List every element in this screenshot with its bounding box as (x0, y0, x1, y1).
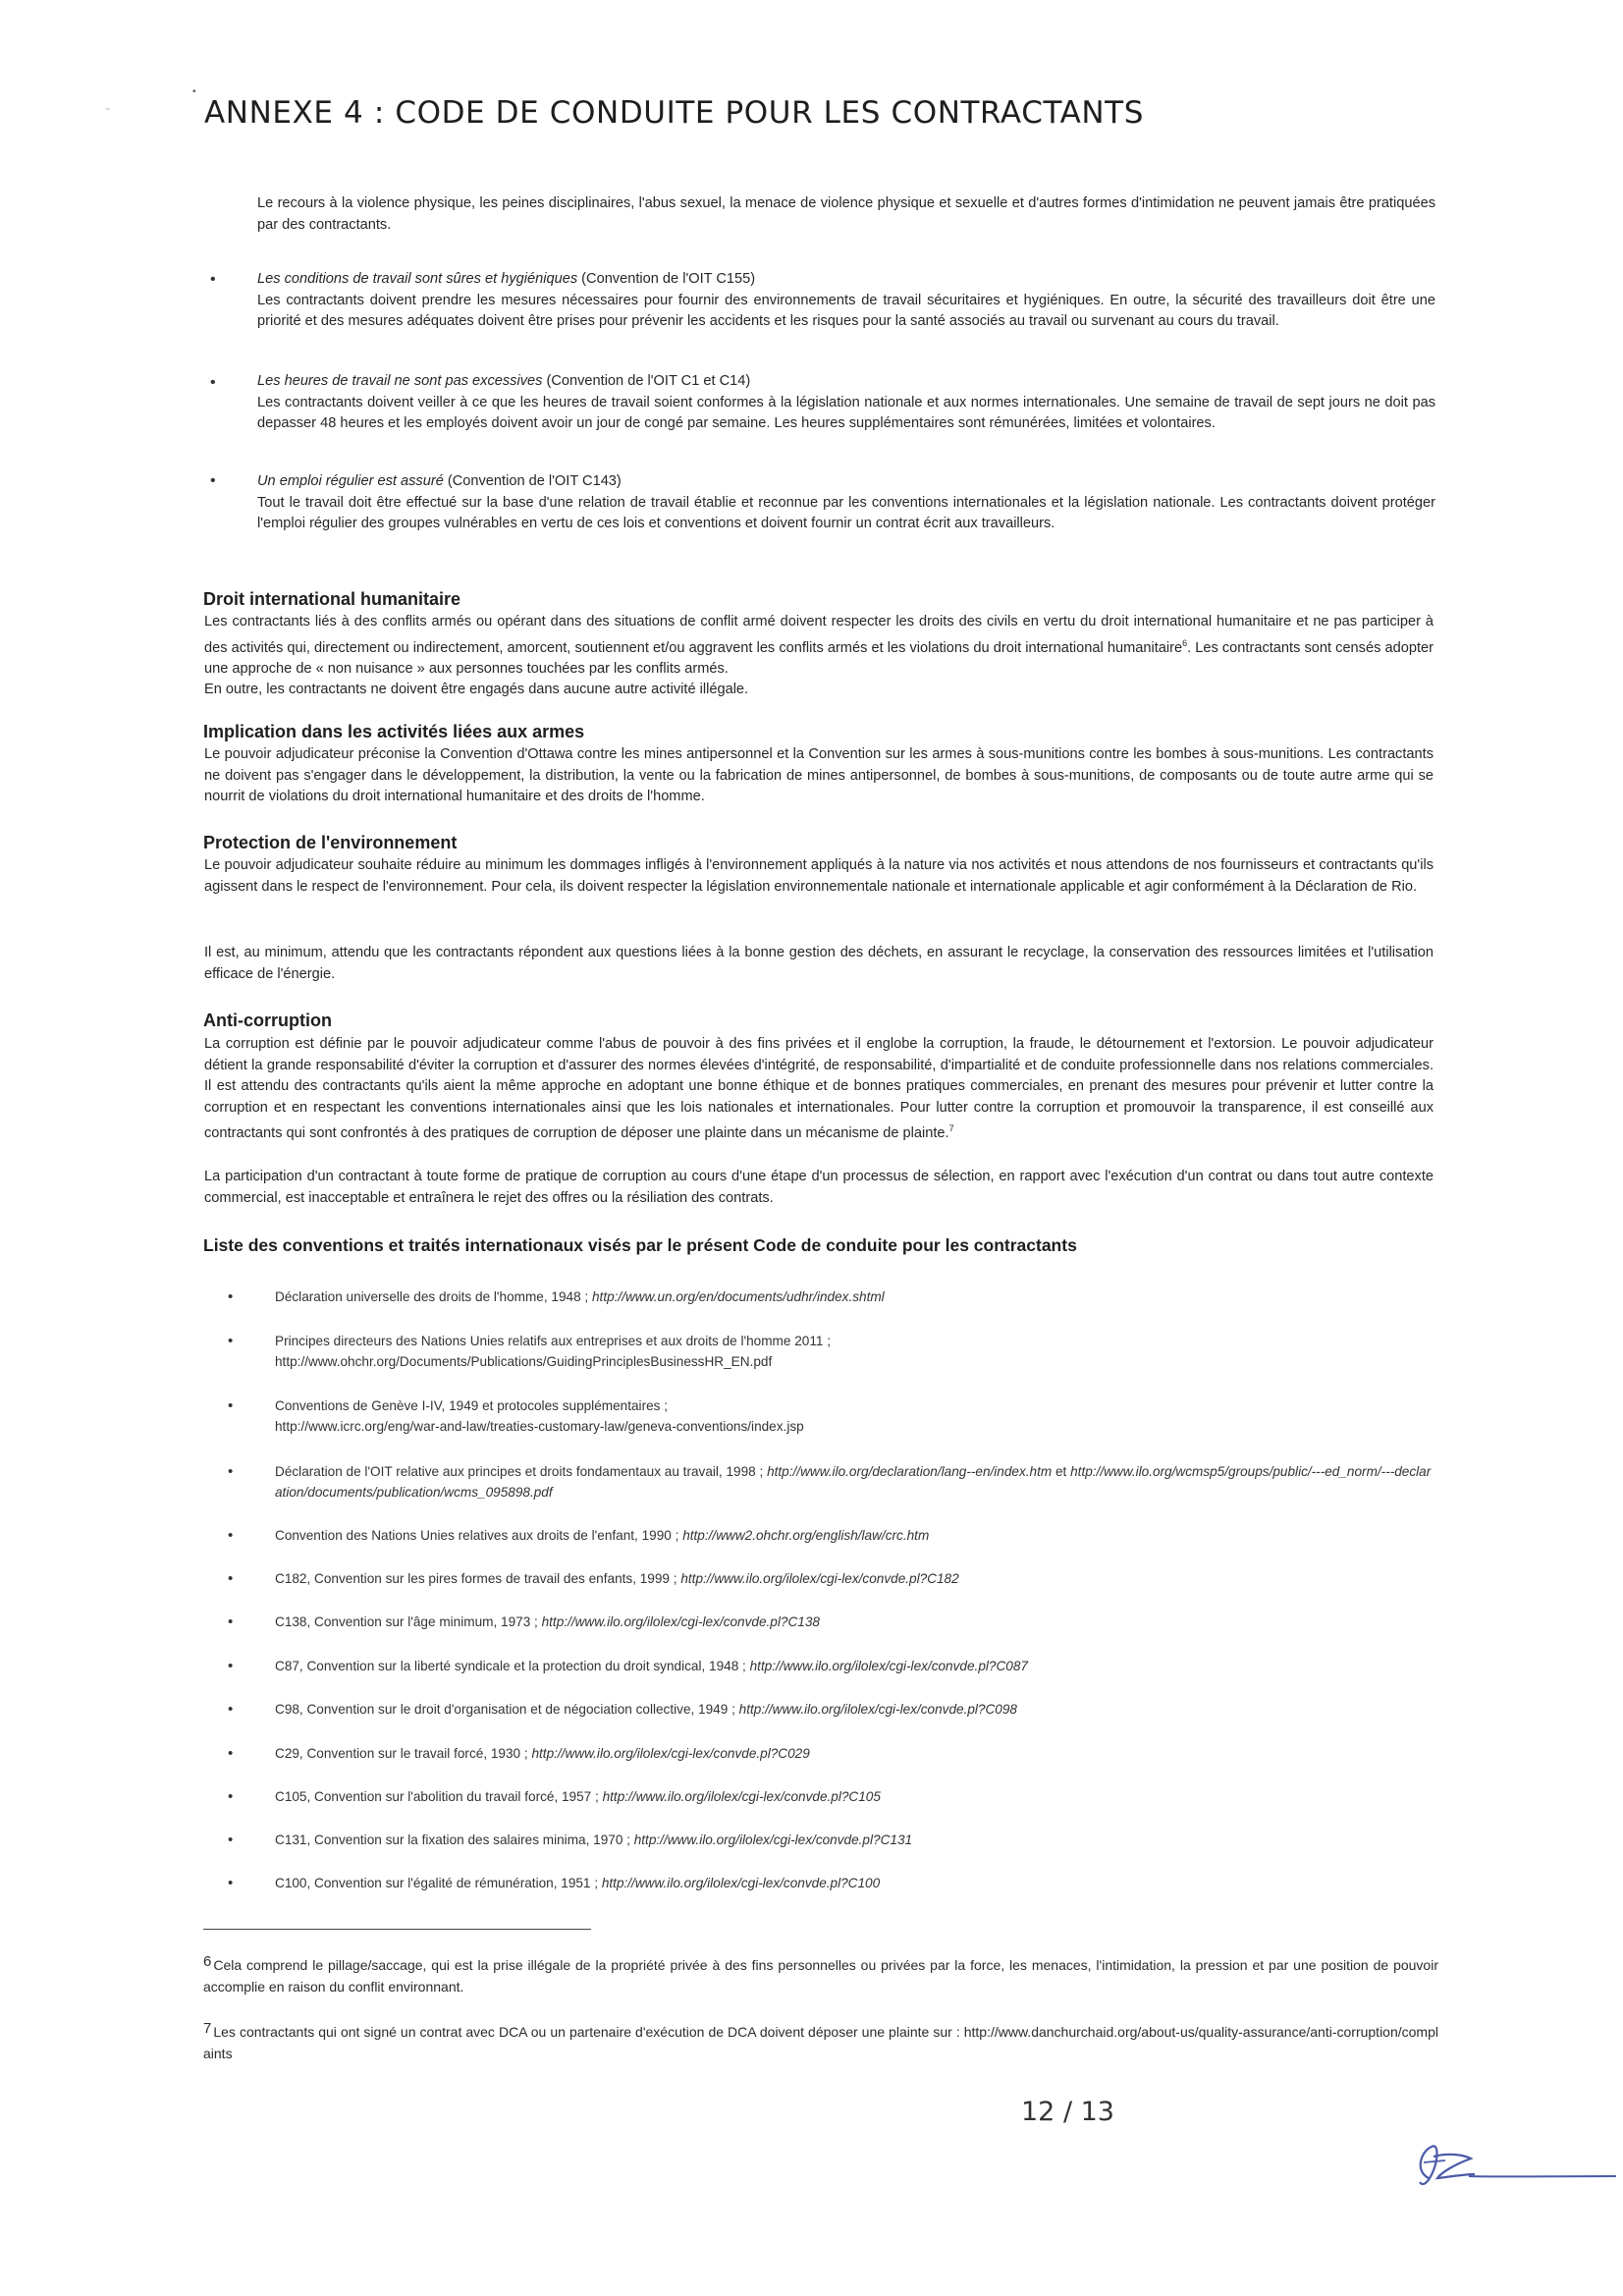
item-link[interactable]: http://www.ilo.org/declaration/lang--en/index.htm (767, 1464, 1053, 1479)
list-item (275, 1331, 1434, 1372)
bullet-item (257, 371, 1435, 435)
item-link[interactable]: http://www.ilo.org/ilolex/cgi-lex/convde.pl?C182 (680, 1571, 959, 1586)
bullet-icon: • (210, 472, 216, 489)
footnote (203, 2018, 1438, 2064)
footnote (203, 1951, 1438, 1997)
bullet-icon: • (228, 1875, 234, 1891)
item-text: C138, Convention sur l'âge minimum, 1973 ; (275, 1614, 542, 1629)
bullet-icon: • (228, 1831, 234, 1848)
item-text: Déclaration universelle des droits de l'homme, 1948 ; (275, 1289, 592, 1304)
bullet-icon: • (228, 1745, 234, 1762)
item-text: Convention des Nations Unies relatives aux droits de l'enfant, 1990 ; (275, 1528, 683, 1543)
bullet-icon: • (228, 1333, 234, 1349)
bullet-icon: • (228, 1288, 234, 1305)
list-item (275, 1568, 1434, 1589)
item-text: C98, Convention sur le droit d'organisation et de négociation collective, 1949 ; (275, 1702, 739, 1717)
item-text: Conventions de Genève I-IV, 1949 et protocoles supplémentaires ; (275, 1398, 669, 1413)
section-paragraph (204, 612, 1434, 701)
bullet-icon: • (228, 1570, 234, 1587)
bullet-icon: • (228, 1397, 234, 1414)
bullet-ref: (Convention de l'OIT C1 et C14) (542, 373, 751, 389)
footnote-number: 6 (203, 1953, 212, 1970)
list-item (275, 1699, 1434, 1720)
footnote-number: 7 (203, 2020, 212, 2037)
item-link[interactable]: http://www.ilo.org/ilolex/cgi-lex/convde.pl?C138 (541, 1614, 820, 1629)
paragraph-text: La corruption est définie par le pouvoir adjudicateur comme l'abus de pouvoir à des fins privées et il englobe la corruption, la fraude, le détournement et l'extorsion. Le pouvoir adjudicateur détient la grande responsabilité d'éviter la corruption et d'assurer des normes élevées d'intégrité, de responsabilité, d'impartialité et de conduite professionnelle dans nos relations commerciales. Il est attendu des contractants qu'ils aient la même approche en adoptant une bonne éthique et de bonnes pratiques commerciales, en prenant des mesures pour prévenir et lutter contre la corruption et en respectant les conventions internationales ainsi que les lois nationales et internationales. Pour lutter contre la corruption et promouvoir la transparence, il est conseillé aux contractants qui sont confrontés à des pratiques de corruption de déposer une plainte dans un mécanisme de plainte. (204, 1036, 1434, 1141)
list-item (275, 1743, 1434, 1764)
item-text: Principes directeurs des Nations Unies relatifs aux entreprises et aux droits de l'homme 2011 ; (275, 1334, 831, 1348)
bullet-text: Les contractants doivent veiller à ce que les heures de travail soient conformes à la législation nationale et aux normes internationales. Une semaine de travail de sept jours ne doit pas depasser 48 heures et les employés doivent avoir un jour de congé par semaine. Les heures supplémentaires sont rémunérées, limitées et volontaires. (257, 394, 1435, 431)
paragraph-text: Les contractants liés à des conflits armés ou opérant dans des situations de conflit armé doivent respecter les droits des civils en vertu du droit international humanitaire et ne pas participer à des activités qui, directement ou indirectement, amorcent, soutiennent et/ou aggravent les conflits armés et les violations du droit international humanitaire (204, 614, 1434, 656)
item-text: C100, Convention sur l'égalité de rémunération, 1951 ; (275, 1876, 602, 1890)
footnote-ref: 7 (948, 1123, 954, 1133)
bullet-text: Tout le travail doit être effectué sur la base d'une relation de travail établie et reconnue par les conventions internationales et la législation nationale. Les contractants doivent protéger l'emploi régulier des groupes vulnérables en vertu de ces lois et conventions et doivent fournir un contrat écrit aux travailleurs. (257, 494, 1435, 531)
bullet-icon: • (228, 1658, 234, 1674)
list-item (275, 1286, 1434, 1307)
section-paragraph: Le pouvoir adjudicateur préconise la Convention d'Ottawa contre les mines antipersonnel et la Convention sur les armes à sous-munitions contre les bombes à sous-munitions. Les contractants ne doivent pas s'engager dans le développement, la distribution, la vente ou la fabrication de mines antipersonnel, de bombes à sous-munitions, de composants ou de toute autre arme qui se nourrit de violations du droit international humanitaire et des droits de l'homme. (204, 746, 1434, 804)
paragraph-text: . Les contractants sont censés adopter une approche de « non nuisance » aux personnes touchées par les conflits armés. (204, 639, 1434, 677)
item-text: Déclaration de l'OIT relative aux principes et droits fondamentaux au travail, 1998 ; (275, 1464, 768, 1479)
item-link[interactable]: http://www.ilo.org/wcmsp5/groups/public/---ed_norm/---declaration/documents/publication/wcms_095898.pdf (275, 1464, 1432, 1500)
scan-mark: ⁻ (105, 106, 111, 117)
list-heading: Liste des conventions et traités internationaux visés par le présent Code de conduite pour les contractants (203, 1235, 1077, 1255)
bullet-icon: • (228, 1463, 234, 1480)
list-item (275, 1873, 1434, 1893)
list-item (275, 1525, 1434, 1546)
signature-initials (1394, 2121, 1620, 2200)
section-paragraph: Il est, au minimum, attendu que les contractants répondent aux questions liées à la bonne gestion des déchets, en assurant le recyclage, la conservation des ressources limitées et l'utilisation efficace de l'énergie. (204, 945, 1434, 982)
intro-paragraph: Le recours à la violence physique, les peines disciplinaires, l'abus sexuel, la menace de violence physique et sexuelle et d'autres formes d'intimidation ne peuvent jamais être pratiquées par des contractants. (257, 195, 1435, 233)
section-paragraph: La participation d'un contractant à toute forme de pratique de corruption au cours d'une étape d'un processus de sélection, en rapport avec l'exécution d'un contrat ou dans tout autre contexte commercial, est inacceptable et entraînera le rejet des offres ou la résiliation des contrats. (204, 1169, 1434, 1206)
item-link[interactable]: http://www.ilo.org/ilolex/cgi-lex/convde.pl?C131 (633, 1832, 913, 1847)
item-link[interactable]: http://www2.ohchr.org/english/law/crc.htm (682, 1528, 930, 1543)
page-title: ANNEXE 4 : CODE DE CONDUITE POUR LES CONTRACTANTS (204, 95, 1144, 131)
scan-mark: • (192, 86, 196, 97)
list-item (275, 1395, 1434, 1437)
item-link[interactable]: http://www.icrc.org/eng/war-and-law/treaties-customary-law/geneva-conventions/index.jsp (275, 1419, 804, 1434)
bullet-title: Les conditions de travail sont sûres et hygiéniques (257, 271, 578, 287)
bullet-item (257, 269, 1435, 333)
bullet-text: Les contractants doivent prendre les mesures nécessaires pour fournir des environnements de travail sécuritaires et hygiéniques. En outre, la sécurité des travailleurs doit être une priorité et des mesures adéquates doivent être prises pour prévenir les accidents et les risques pour la santé associés au travail ou survenant au cours du travail. (257, 292, 1435, 329)
item-link[interactable]: http://www.ilo.org/ilolex/cgi-lex/convde.pl?C100 (601, 1876, 881, 1890)
section-paragraph (204, 1034, 1434, 1144)
item-link[interactable]: http://www.ohchr.org/Documents/Publications/GuidingPrinciplesBusinessHR_EN.pdf (275, 1354, 773, 1369)
item-link[interactable]: http://www.ilo.org/ilolex/cgi-lex/convde.pl?C087 (749, 1659, 1028, 1673)
bullet-icon: • (228, 1701, 234, 1718)
item-text: C131, Convention sur la fixation des salaires minima, 1970 ; (275, 1832, 634, 1847)
list-item (275, 1612, 1434, 1632)
footnote-text: Cela comprend le pillage/saccage, qui est la prise illégale de la propriété privée à des fins personnelles ou privées par la force, les menaces, l'intimidation, la pression et par une position de pouvoir accomplie en raison du conflit environnant. (203, 1957, 1438, 1995)
section-paragraph: Le pouvoir adjudicateur souhaite réduire au minimum les dommages infligés à l'environnement appliqués à la nature via nos activités et nous attendons de nos fournisseurs et contractants qu'ils agissent dans le respect de l'environnement. Pour cela, ils doivent respecter la législation environnementale nationale et internationale applicable et agir conformément à la Déclaration de Rio. (204, 857, 1434, 895)
item-link[interactable]: http://www.un.org/en/documents/udhr/index.shtml (591, 1289, 885, 1304)
footnote-text: Les contractants qui ont signé un contrat avec DCA ou un partenaire d'exécution de DCA doivent déposer une plainte sur : http://www.danchurchaid.org/about-us/quality-assurance/anti-corruption/complaints (203, 2024, 1438, 2061)
item-link[interactable]: http://www.ilo.org/ilolex/cgi-lex/convde.pl?C029 (531, 1746, 810, 1761)
bullet-icon: • (210, 374, 216, 391)
bullet-icon: • (228, 1527, 234, 1544)
section-heading: Protection de l'environnement (203, 833, 458, 852)
list-item (275, 1461, 1434, 1503)
list-item (275, 1830, 1434, 1850)
page-number: 12 / 13 (1021, 2097, 1114, 2127)
list-item (275, 1656, 1434, 1676)
bullet-ref: (Convention de l'OIT C143) (443, 473, 622, 489)
section-heading: Droit international humanitaire (203, 589, 461, 609)
bullet-ref: (Convention de l'OIT C155) (577, 271, 756, 287)
item-text: C29, Convention sur le travail forcé, 1930 ; (275, 1746, 532, 1761)
item-text: C87, Convention sur la liberté syndicale et la protection du droit syndical, 1948 ; (275, 1659, 750, 1673)
bullet-title: Les heures de travail ne sont pas excessives (257, 373, 543, 389)
bullet-item (257, 471, 1435, 535)
section-heading: Implication dans les activités liées aux armes (203, 722, 585, 741)
footnote-separator (203, 1929, 591, 1930)
section-heading: Anti-corruption (203, 1011, 332, 1030)
paragraph-text: En outre, les contractants ne doivent être engagés dans aucune autre activité illégale. (204, 682, 749, 698)
bullet-icon: • (228, 1613, 234, 1630)
bullet-icon: • (210, 271, 216, 288)
item-link[interactable]: http://www.ilo.org/ilolex/cgi-lex/convde.pl?C098 (738, 1702, 1017, 1717)
bullet-icon: • (228, 1788, 234, 1805)
list-item (275, 1786, 1434, 1807)
item-text: et (1052, 1464, 1071, 1479)
item-link[interactable]: http://www.ilo.org/ilolex/cgi-lex/convde.pl?C105 (602, 1789, 881, 1804)
item-text: C105, Convention sur l'abolition du travail forcé, 1957 ; (275, 1789, 603, 1804)
bullet-title: Un emploi régulier est assuré (257, 473, 444, 489)
footnote-ref: 6 (1182, 637, 1188, 648)
item-text: C182, Convention sur les pires formes de travail des enfants, 1999 ; (275, 1571, 681, 1586)
